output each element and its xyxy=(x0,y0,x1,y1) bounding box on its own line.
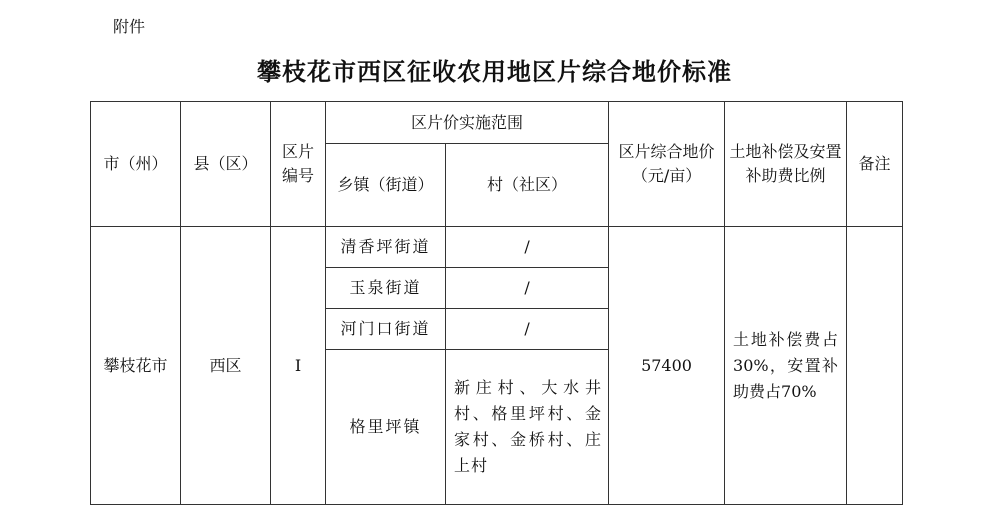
header-scope: 区片价实施范围 xyxy=(326,102,609,144)
header-city: 市（州） xyxy=(91,102,181,227)
cell-county: 西区 xyxy=(181,227,271,505)
cell-zone-number: I xyxy=(271,227,326,505)
header-township: 乡镇（街道） xyxy=(326,144,446,227)
document-title: 攀枝花市西区征收农用地区片综合地价标准 xyxy=(257,57,732,86)
cell-city: 攀枝花市 xyxy=(91,227,181,505)
cell-village: / xyxy=(446,309,609,350)
header-county: 县（区） xyxy=(181,102,271,227)
cell-village: / xyxy=(446,227,609,268)
header-zone-number: 区片编号 xyxy=(271,102,326,227)
header-remark: 备注 xyxy=(847,102,903,227)
header-ratio: 土地补偿及安置补助费比例 xyxy=(725,102,847,227)
cell-ratio: 土地补偿费占30%，安置补助费占70% xyxy=(725,227,847,505)
cell-township: 清香坪街道 xyxy=(326,227,446,268)
attachment-label: 附件 xyxy=(113,17,146,36)
cell-village: 新庄村、大水井村、格里坪村、金家村、金桥村、庄上村 xyxy=(446,350,609,505)
header-price: 区片综合地价（元/亩） xyxy=(609,102,725,227)
cell-remark xyxy=(847,227,903,505)
cell-township: 格里坪镇 xyxy=(326,350,446,505)
header-village: 村（社区） xyxy=(446,144,609,227)
cell-price: 57400 xyxy=(609,227,725,505)
cell-township: 河门口街道 xyxy=(326,309,446,350)
cell-village: / xyxy=(446,268,609,309)
cell-township: 玉泉街道 xyxy=(326,268,446,309)
land-price-table xyxy=(90,101,903,505)
